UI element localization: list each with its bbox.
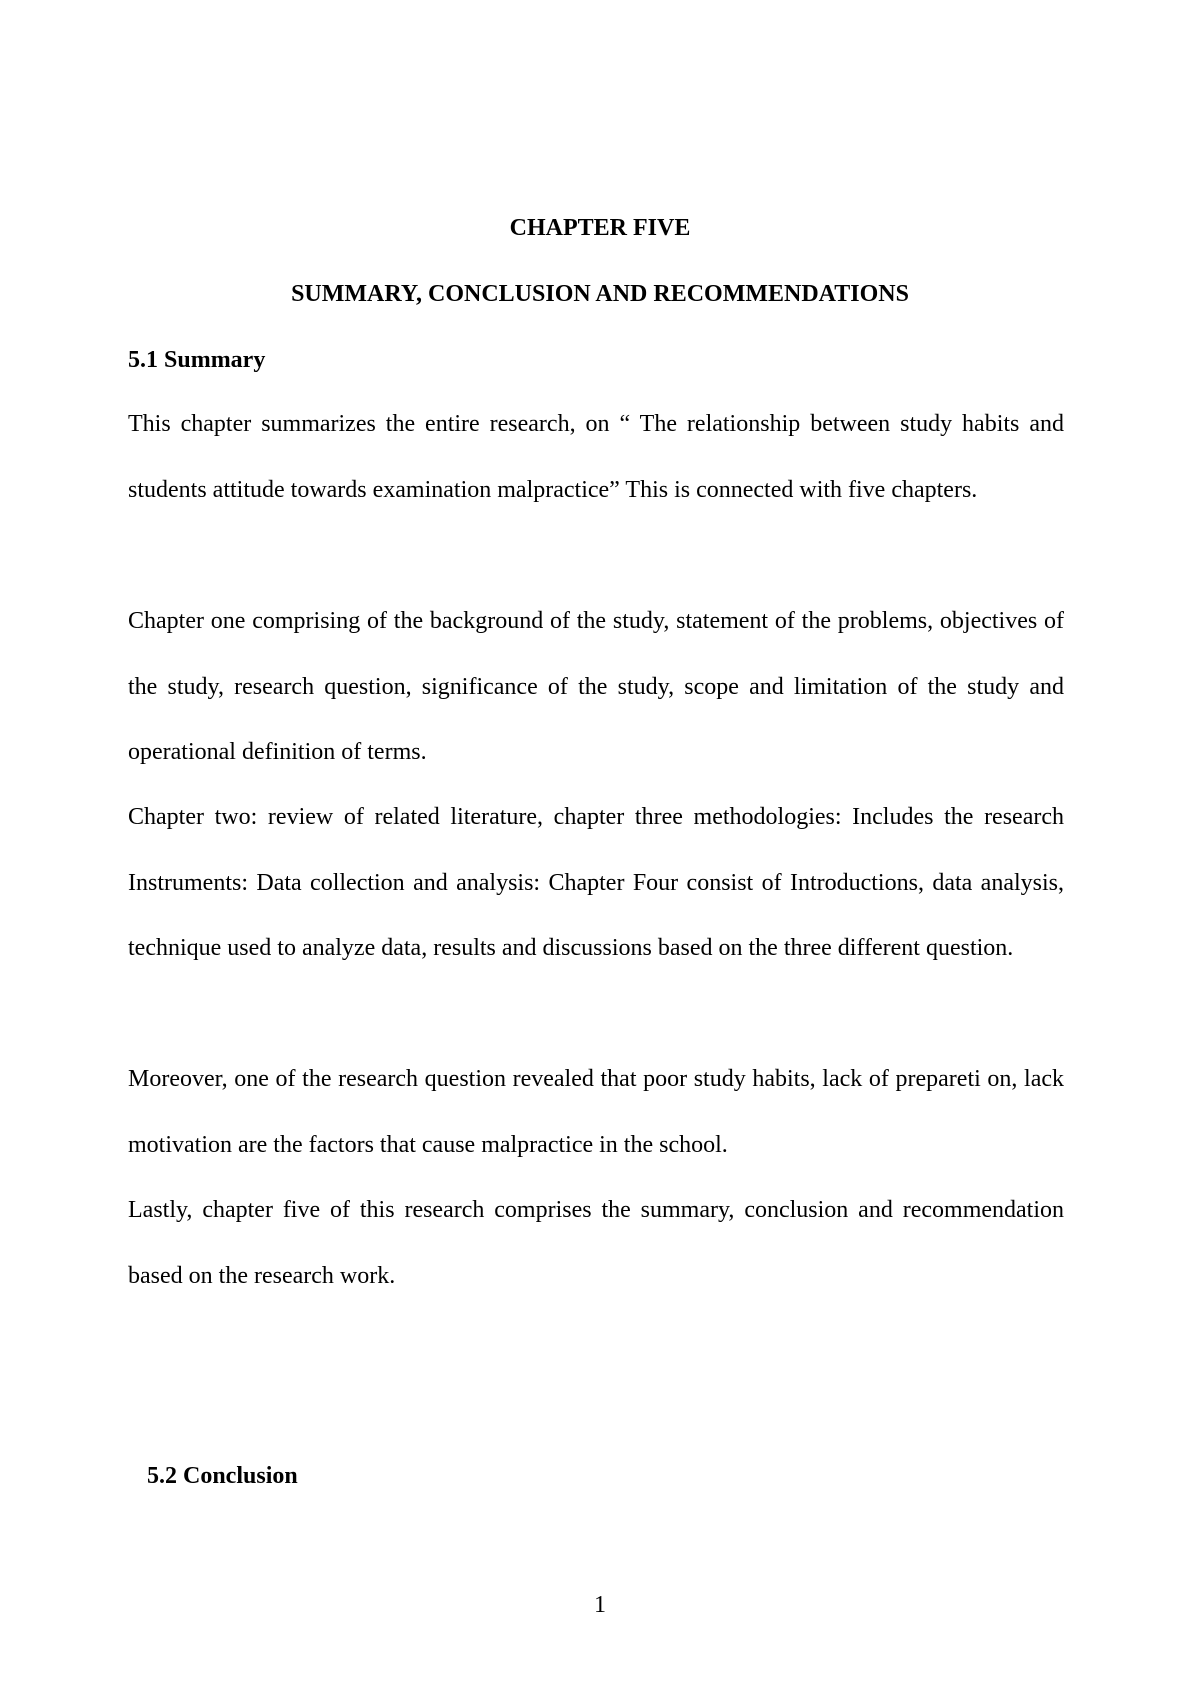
- summary-section-heading: 5.1 Summary: [128, 347, 266, 373]
- summary-paragraph-intro: This chapter summarizes the entire research, on “ The relationship between study habits and students attitude towards examination malpractice” This is connected with five chapters.: [128, 411, 1064, 503]
- chapter-title: CHAPTER FIVE: [509, 215, 691, 241]
- chapter-subtitle: SUMMARY, CONCLUSION AND RECOMMENDATIONS: [291, 281, 909, 307]
- summary-paragraph-chapter-one: Chapter one comprising of the background of the study, statement of the problems, objectives of the study, research question, significance of the study, scope and limitation of the study and operational definition of terms.: [128, 608, 1064, 765]
- conclusion-section-heading: 5.2 Conclusion: [147, 1463, 298, 1489]
- summary-paragraph-chapters-two-four: Chapter two: review of related literature, chapter three methodologies: Includes the research Instruments: Data collection and analysis: Chapter Four consist of Introductions, data analysis, technique used to analyze data, results and discussions based on the three different question.: [128, 804, 1064, 961]
- summary-paragraph-findings: Moreover, one of the research question revealed that poor study habits, lack of prepareti on, lack motivation are the factors that cause malpractice in the school.: [128, 1066, 1064, 1158]
- page-number: 1: [594, 1592, 606, 1618]
- summary-paragraph-chapter-five: Lastly, chapter five of this research comprises the summary, conclusion and recommendation based on the research work.: [128, 1197, 1064, 1289]
